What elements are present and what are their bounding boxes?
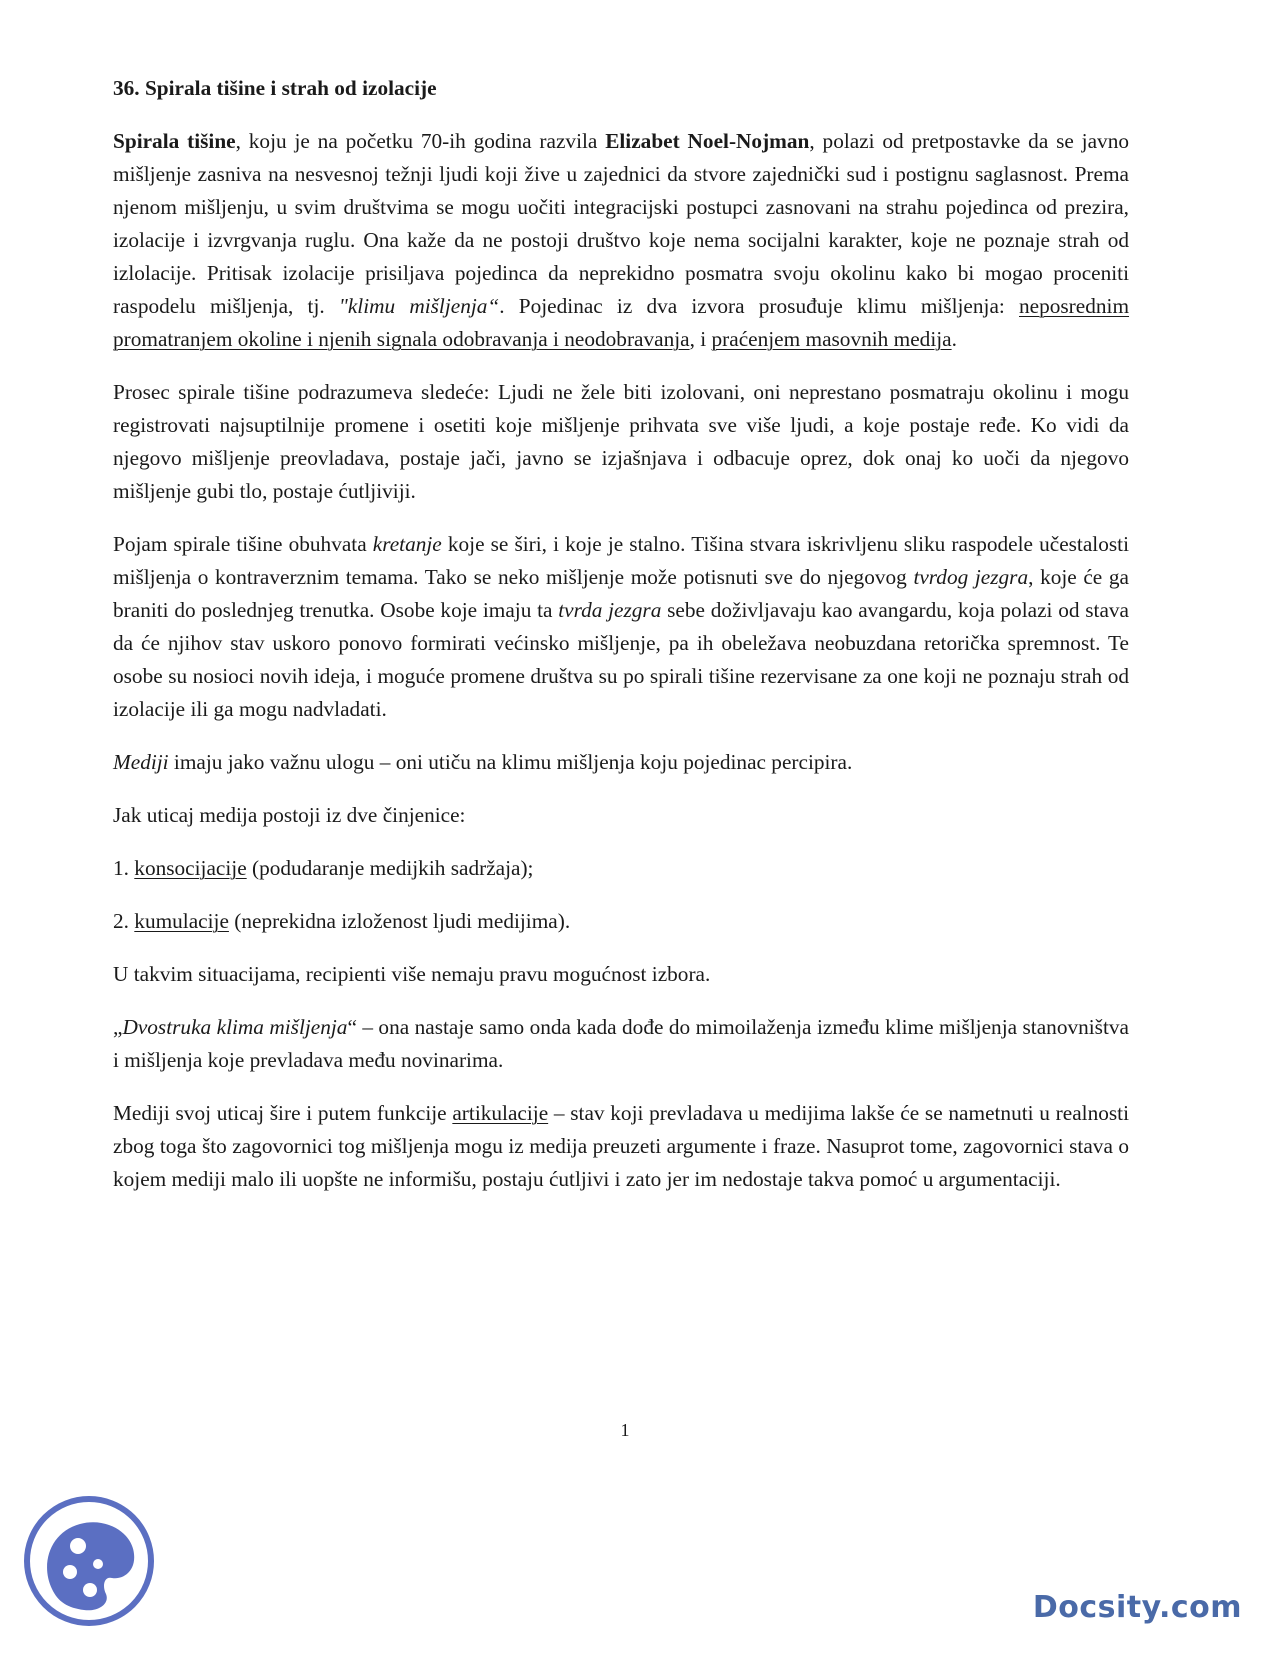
- text: (podudaranje medijkih sadržaja);: [246, 856, 534, 880]
- term-konsocijacije: konsocijacije: [134, 856, 247, 880]
- text: Pojam spirale tišine obuhvata: [113, 532, 373, 556]
- text: Mediji svoj uticaj šire i putem funkcije: [113, 1101, 453, 1125]
- term-artikulacije: artikulacije: [452, 1101, 549, 1125]
- term-klima-misljenja: "klimu mišljenja“: [338, 294, 500, 318]
- text: koje se širi, i koje je stalno. Tišina stvara iskrivljenu sliku raspodele učestalosti mišljenja o kontraverznim temama. Tako se neko mišljenje može potisnuti sve do njegovog: [113, 532, 1129, 589]
- paragraph-8: U takvim situacijama, recipienti više nemaju pravu mogućnost izbora.: [113, 962, 711, 986]
- list-number: 2.: [113, 909, 135, 933]
- text: .: [951, 327, 957, 351]
- text: (neprekidna izloženost ljudi medijima).: [228, 909, 571, 933]
- list-item-1: [113, 852, 1129, 885]
- paragraph-3: [113, 528, 1129, 726]
- term-dvostruka-klima: Dvostruka klima mišljenja: [122, 1015, 348, 1039]
- text: “ – ona nastaje samo onda kada dođe do mimoilaženja između klime mišljenja stanovništva i mišljenja koje prevladava među novinarima.: [113, 1015, 1129, 1072]
- term-tvrdog-jezgra: tvrdog jezgra: [913, 565, 1029, 589]
- list-item-2: [113, 905, 1129, 938]
- text: sebe doživljavaju kao avangardu, koja polazi od stava da će njihov stav uskoro ponovo formirati većinsko mišljenje, pa ih obeležava neobuzdana retorička spremnost. Te osobe su nosioci novih ideja, i moguće promene društva su po spirali tišine rezervisane za one koji ne poznaju strah od izolacije ili ga mogu nadvladati.: [113, 598, 1129, 721]
- term-mediji: Mediji: [113, 750, 169, 774]
- term-kumulacije: kumulacije: [134, 909, 229, 933]
- paragraph-5: Jak uticaj medija postoji iz dve činjenice:: [113, 803, 466, 827]
- author-name: Elizabet Noel-Nojman: [605, 129, 810, 153]
- document-body: [113, 72, 1129, 1216]
- term-spirala-tisine: Spirala tišine: [113, 129, 236, 153]
- text: , i: [689, 327, 712, 351]
- paragraph-1: [113, 125, 1129, 356]
- text: „: [113, 1015, 123, 1039]
- paragraph-10: [113, 1097, 1129, 1196]
- section-heading: 36. Spirala tišine i strah od izolacije: [113, 76, 437, 100]
- text: , koje će ga braniti do poslednjeg trenutka. Osobe koje imaju ta: [113, 565, 1129, 622]
- paragraph-4: [113, 746, 1129, 779]
- text: imaju jako važnu ulogu – oni utiču na klimu mišljenja koju pojedinac percipira.: [168, 750, 853, 774]
- text: . Pojedinac iz dva izvora prosuđuje klimu mišljenja:: [499, 294, 1019, 318]
- paragraph-2: Prosec spirale tišine podrazumeva sledeće: Ljudi ne žele biti izolovani, oni neprestano posmatraju okolinu i mogu registrovati najsuptilnije promene i osetiti koje mišljenje prihvata sve više ljudi, a koje postaje ređe. Ko vidi da njegovo mišljenje preovladava, postaje jači, javno se izjašnjava i odbacuje oprez, dok onaj ko uoči da njegovo mišljenje gubi tlo, postaje ćutljiviji.: [113, 380, 1129, 503]
- docsity-logo-icon[interactable]: [22, 1494, 156, 1628]
- list-number: 1.: [113, 856, 135, 880]
- text: , koju je na početku 70-ih godina razvila: [235, 129, 606, 153]
- text: – stav koji prevladava u medijima lakše će se nametnuti u realnosti zbog toga što zagovornici tog mišljenja mogu iz medija preuzeti argumente i fraze. Nasuprot tome, zagovornici stava o kojem mediji malo ili uopšte ne informišu, postaju ćutljivi i zato jer im nedostaje takva pomoć u argumentaciji.: [113, 1101, 1129, 1191]
- page-number: 1: [620, 1420, 630, 1440]
- paragraph-9: [113, 1011, 1129, 1077]
- underlined-source-1: neposrednim promatranjem okoline i njenih signala odobravanja i neodobravanja: [113, 294, 1130, 351]
- text: , polazi od pretpostavke da se javno mišljenje zasniva na nesvesnoj težnji ljudi koji žive u zajednici da stvore zajednički sud i postignu saglasnost. Prema njenom mišljenju, u svim društvima se mogu uočiti integracijski postupci zasnovani na strahu pojedinca od prezira, izolacije i izvrgvanja ruglu. Ona kaže da ne postoji društvo koje nema socijalni karakter, koje ne poznaje strah od izlolacije. Pritisak izolacije prisiljava pojedinca da neprekidno posmatra svoju okolinu kako bi mogao proceniti raspodelu mišljenja, tj.: [113, 129, 1129, 318]
- term-tvrda-jezgra: tvrda jezgra: [558, 598, 662, 622]
- docsity-brand-text[interactable]: Docsity.com: [1032, 1590, 1242, 1625]
- underlined-source-2: praćenjem masovnih medija: [711, 327, 952, 351]
- term-kretanje: kretanje: [372, 532, 442, 556]
